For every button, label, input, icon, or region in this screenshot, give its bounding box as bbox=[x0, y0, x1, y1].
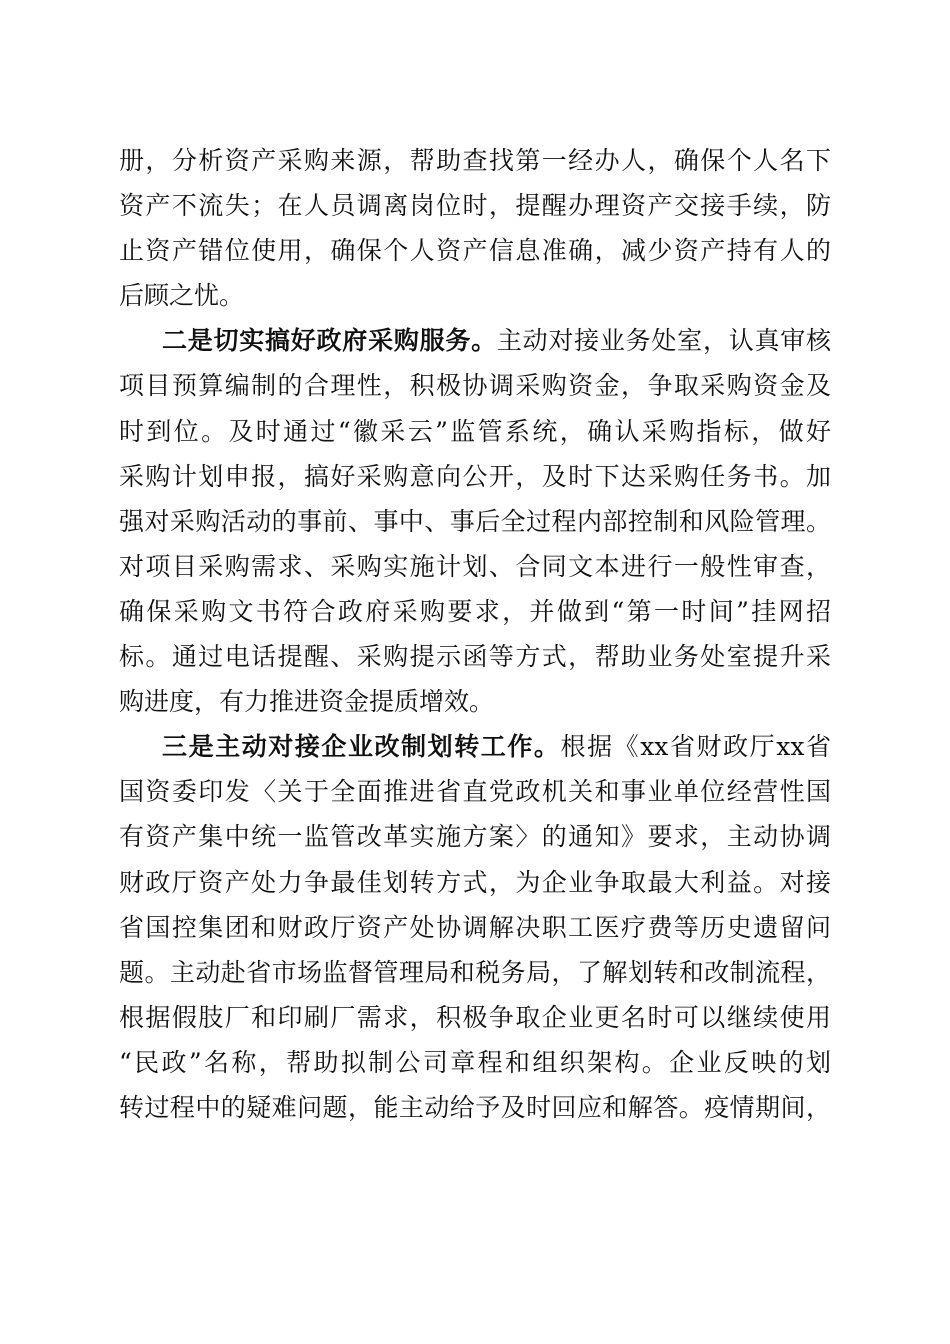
paragraph-first-line bbox=[119, 318, 831, 363]
text-line: 国资委印发〈关于全面推进省直党政机关和事业单位经营性国 bbox=[119, 777, 831, 807]
text-line: 时到位。及时通过“徽采云”监管系统，确认采购指标，做好 bbox=[119, 416, 831, 446]
paragraph-lead: 三是主动对接企业改制划转工作。 bbox=[162, 732, 561, 762]
document-body bbox=[119, 138, 831, 1130]
text-line: “民政”名称，帮助拟制公司章程和组织架构。企业反映的划 bbox=[119, 1047, 831, 1077]
paragraph-1 bbox=[119, 138, 831, 318]
text-line: 确保采购文书符合政府采购要求，并做到“第一时间”挂网招 bbox=[119, 596, 831, 626]
text-line: 项目预算编制的合理性，积极协调采购资金，争取采购资金及 bbox=[119, 371, 831, 401]
text-line: 题。主动赴省市场监督管理局和税务局，了解划转和改制流程， bbox=[119, 957, 831, 987]
paragraph-first-line bbox=[119, 724, 831, 769]
text-line: 资产不流失；在人员调离岗位时，提醒办理资产交接手续，防 bbox=[119, 191, 831, 221]
paragraph-first-line-rest: 主动对接业务处室，认真审核 bbox=[496, 326, 831, 356]
text-line: 财政厅资产处力争最佳划转方式，为企业争取最大利益。对接 bbox=[119, 867, 831, 897]
text-line: 省国控集团和财政厅资产处协调解决职工医疗费等历史遗留问 bbox=[119, 912, 831, 942]
text-line: 有资产集中统一监管改革实施方案〉的通知》要求，主动协调 bbox=[119, 822, 831, 852]
text-line: 强对采购活动的事前、事中、事后全过程内部控制和风险管理。 bbox=[119, 506, 831, 536]
text-line: 转过程中的疑难问题，能主动给予及时回应和解答。疫情期间， bbox=[119, 1092, 831, 1122]
text-line: 采购计划申报，搞好采购意向公开，及时下达采购任务书。加 bbox=[119, 461, 831, 491]
paragraph-3 bbox=[119, 724, 831, 1130]
text-line: 对项目采购需求、采购实施计划、合同文本进行一般性审查， bbox=[119, 551, 831, 581]
paragraph-first-line-rest: 根据《xx省财政厅xx省 bbox=[560, 732, 831, 762]
text-line: 根据假肢厂和印刷厂需求，积极争取企业更名时可以继续使用 bbox=[119, 1002, 831, 1032]
paragraph-2 bbox=[119, 318, 831, 724]
text-line: 标。通过电话提醒、采购提示函等方式，帮助业务处室提升采 bbox=[119, 642, 831, 672]
text-line: 后顾之忧。 bbox=[119, 281, 245, 311]
text-line: 购进度，有力推进资金提质增效。 bbox=[119, 687, 495, 717]
text-line: 册，分析资产采购来源，帮助查找第一经办人，确保个人名下 bbox=[119, 146, 831, 175]
text-line: 止资产错位使用，确保个人资产信息准确，减少资产持有人的 bbox=[119, 236, 831, 266]
paragraph-lead: 二是切实搞好政府采购服务。 bbox=[162, 326, 497, 356]
